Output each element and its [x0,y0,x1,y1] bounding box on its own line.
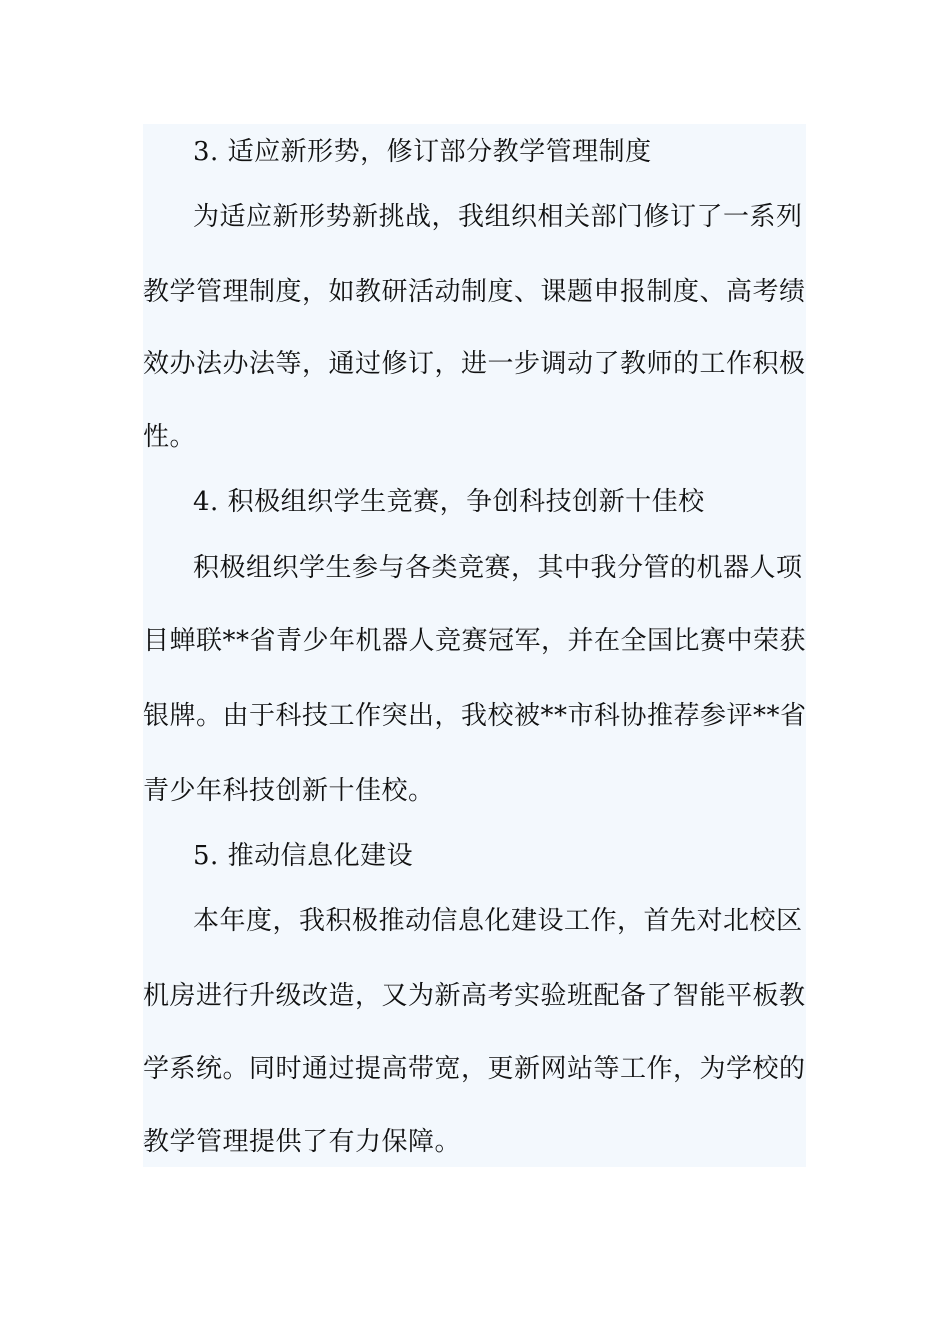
section-heading-4: 4. 积极组织学生竞赛，争创科技创新十佳校 [193,487,705,517]
paragraph-line: 效办法办法等，通过修订，进一步调动了教师的工作积极 [143,349,806,379]
paragraph-line: 性。 [143,422,197,452]
document-body [143,124,806,1167]
paragraph-line: 为适应新形势新挑战，我组织相关部门修订了一系列 [193,202,803,232]
section-heading-5: 5. 推动信息化建设 [193,841,414,871]
paragraph-line: 积极组织学生参与各类竞赛，其中我分管的机器人项 [193,553,803,583]
paragraph-line: 青少年科技创新十佳校。 [143,776,435,806]
paragraph-line: 教学管理提供了有力保障。 [143,1127,462,1157]
paragraph-line: 教学管理制度，如教研活动制度、课题申报制度、高考绩 [143,277,806,307]
paragraph-line: 目蝉联**省青少年机器人竞赛冠军，并在全国比赛中荣获 [143,626,807,656]
paragraph-line: 本年度，我积极推动信息化建设工作，首先对北校区 [193,906,803,936]
section-heading-3: 3. 适应新形势，修订部分教学管理制度 [193,137,652,167]
paragraph-line: 学系统。同时通过提高带宽，更新网站等工作，为学校的 [143,1054,806,1084]
paragraph-line: 银牌。由于科技工作突出，我校被**市科协推荐参评**省 [143,701,807,731]
paragraph-line: 机房进行升级改造，又为新高考实验班配备了智能平板教 [143,981,806,1011]
